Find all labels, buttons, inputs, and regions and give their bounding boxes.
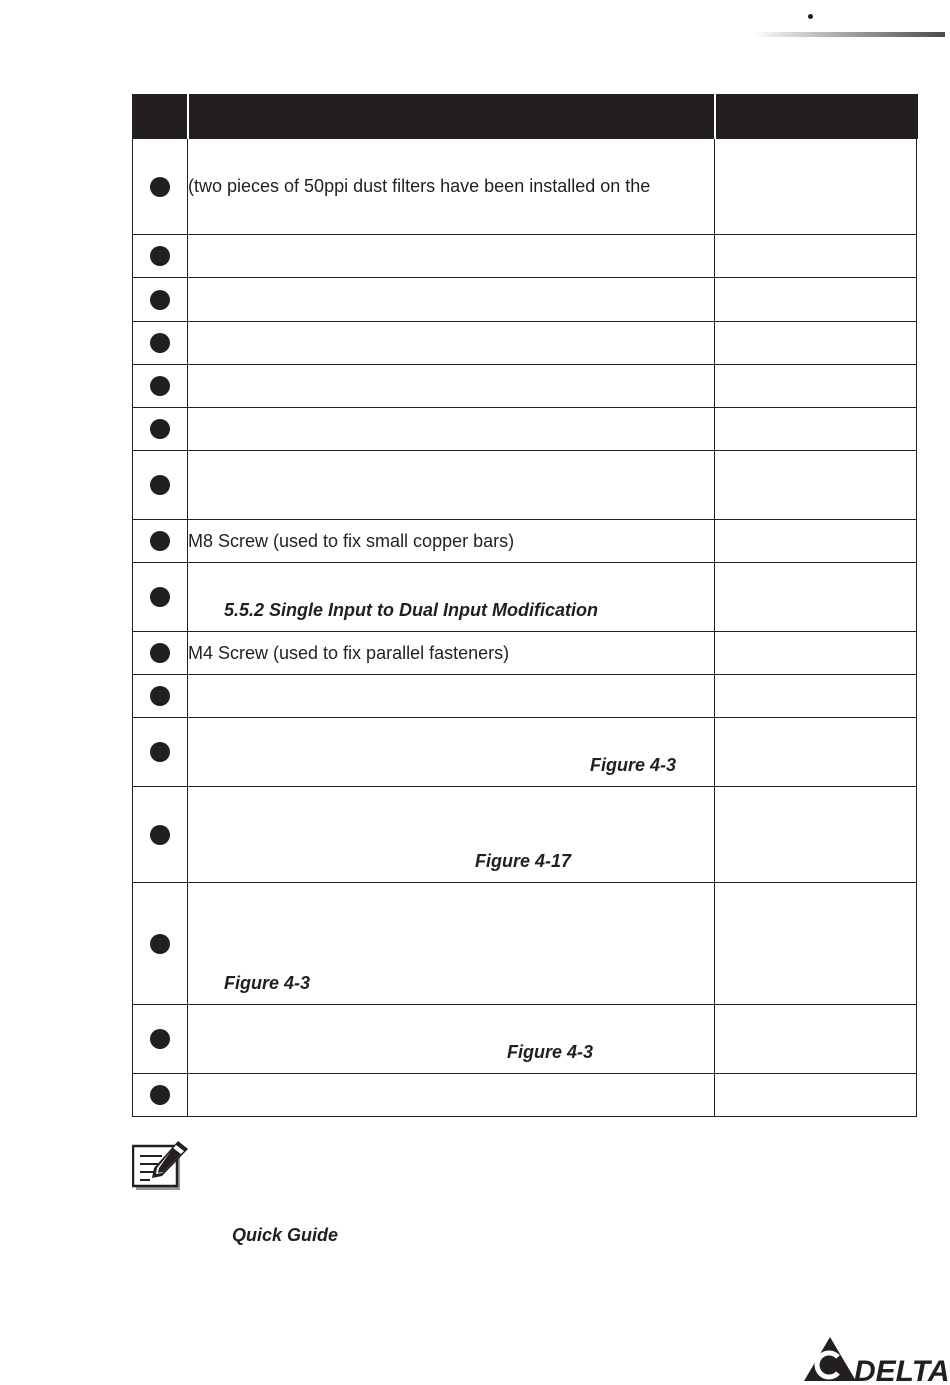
figure-reference: Figure 4-17 xyxy=(475,851,572,871)
item-qty xyxy=(715,451,917,520)
item-description: M4 Screw (used to fix parallel fasteners) xyxy=(188,632,715,675)
item-number-badge xyxy=(150,587,170,607)
parts-table xyxy=(132,94,918,1117)
quick-guide-reference: Quick Guide xyxy=(232,1225,339,1245)
table-header xyxy=(133,95,917,139)
item-number-badge xyxy=(150,531,170,551)
item-qty xyxy=(715,139,917,235)
header-cell-item xyxy=(188,95,715,139)
note-pencil-icon xyxy=(132,1140,192,1192)
item-qty xyxy=(715,563,917,632)
item-number-badge xyxy=(150,1029,170,1049)
table-row xyxy=(133,563,917,632)
header-gradient-rule xyxy=(752,32,945,37)
item-number-badge xyxy=(150,934,170,954)
item-description xyxy=(188,451,715,520)
section-reference: 5.5.2 Single Input to Dual Input Modification xyxy=(224,600,598,620)
table-row xyxy=(133,718,917,787)
header-cell-qty xyxy=(715,95,917,139)
figure-reference: Figure 4-3 xyxy=(590,755,677,775)
item-qty xyxy=(715,787,917,883)
table-row xyxy=(133,235,917,278)
item-number-badge xyxy=(150,643,170,663)
table-row xyxy=(133,451,917,520)
item-qty xyxy=(715,632,917,675)
item-number-badge xyxy=(150,1085,170,1105)
item-number-badge xyxy=(150,419,170,439)
item-qty xyxy=(715,365,917,408)
item-number-badge xyxy=(150,686,170,706)
table-row xyxy=(133,408,917,451)
table-row xyxy=(133,322,917,365)
item-qty xyxy=(715,675,917,718)
item-description xyxy=(188,1074,715,1117)
item-number-badge xyxy=(150,333,170,353)
table-row xyxy=(133,675,917,718)
item-qty xyxy=(715,718,917,787)
item-qty xyxy=(715,1005,917,1074)
item-qty xyxy=(715,278,917,322)
item-qty xyxy=(715,235,917,278)
item-number-badge xyxy=(150,290,170,310)
figure-reference: Figure 4-3 xyxy=(507,1042,594,1062)
item-qty xyxy=(715,408,917,451)
figure-reference: Figure 4-3 xyxy=(224,973,311,993)
item-description: M8 Screw (used to fix small copper bars) xyxy=(188,520,715,563)
item-qty xyxy=(715,883,917,1005)
table-row xyxy=(133,787,917,883)
svg-text:DELTA: DELTA xyxy=(854,1355,950,1385)
header-cell-no xyxy=(133,95,188,139)
item-description xyxy=(188,278,715,322)
table-row xyxy=(133,883,917,1005)
header-dot xyxy=(808,14,813,19)
item-number-badge xyxy=(150,475,170,495)
item-number-badge xyxy=(150,177,170,197)
table-row xyxy=(133,278,917,322)
table-row xyxy=(133,632,917,675)
item-number-badge xyxy=(150,246,170,266)
item-description xyxy=(188,322,715,365)
table-row xyxy=(133,365,917,408)
item-description xyxy=(188,365,715,408)
table-row xyxy=(133,520,917,563)
item-qty xyxy=(715,520,917,563)
item-number-badge xyxy=(150,376,170,396)
item-description xyxy=(188,235,715,278)
item-description xyxy=(188,675,715,718)
table-row xyxy=(133,139,917,235)
item-number-badge xyxy=(150,742,170,762)
table-row xyxy=(133,1005,917,1074)
item-description: (two pieces of 50ppi dust filters have been installed on the xyxy=(188,139,715,235)
item-description xyxy=(188,408,715,451)
delta-logo-icon xyxy=(800,1335,950,1385)
item-qty xyxy=(715,1074,917,1117)
item-number-badge xyxy=(150,825,170,845)
table-row xyxy=(133,1074,917,1117)
item-qty xyxy=(715,322,917,365)
